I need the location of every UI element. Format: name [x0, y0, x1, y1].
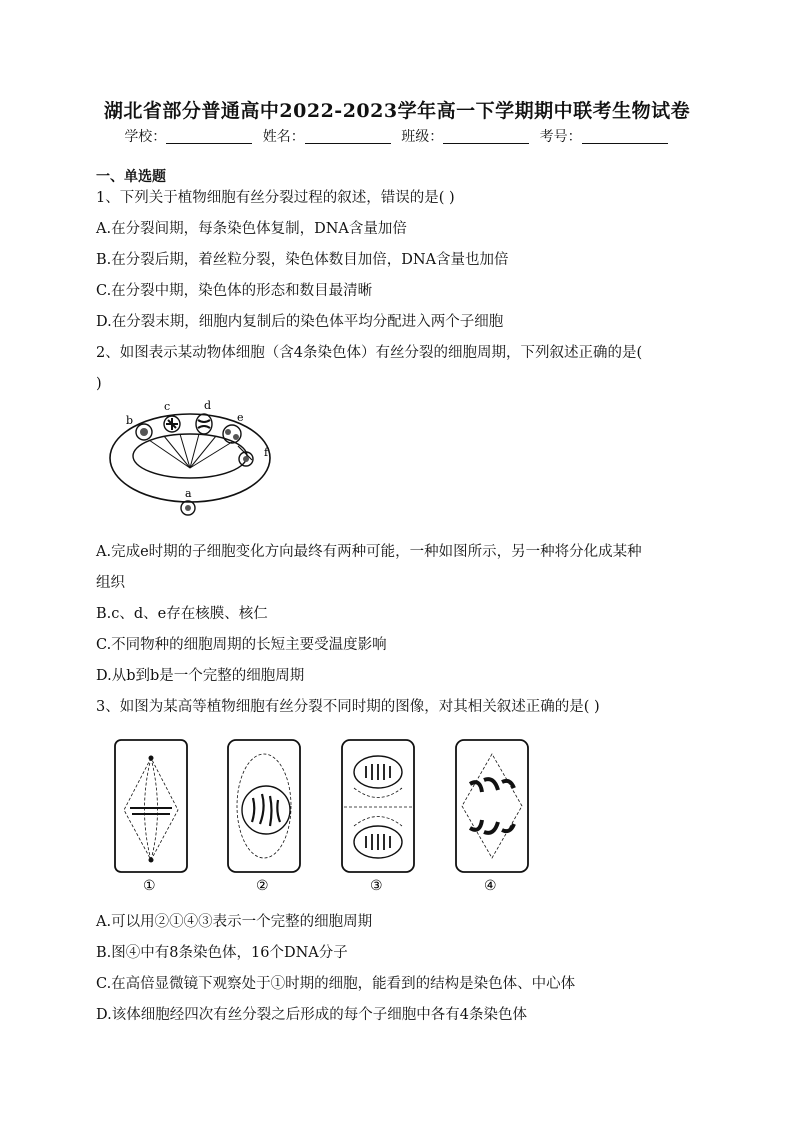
- section-heading: 一、单选题: [96, 169, 166, 185]
- q3-option-b: B.图④中有8条染色体，16个DNA分子: [96, 945, 348, 961]
- q2-stem-cont: ): [96, 376, 102, 392]
- cell-stage-3: [342, 740, 414, 872]
- cell-e: [223, 425, 241, 443]
- cell-d: [196, 414, 212, 434]
- label-d: d: [204, 399, 212, 412]
- q1-option-d: D.在分裂末期，细胞内复制后的染色体平均分配进入两个子细胞: [96, 314, 504, 330]
- q1-option-b: B.在分裂后期，着丝粒分裂，染色体数目加倍，DNA含量也加倍: [96, 252, 509, 268]
- student-info-row: [0, 126, 794, 146]
- school-blank[interactable]: [166, 129, 252, 144]
- stage-label-1: ①: [143, 878, 156, 894]
- label-b: b: [126, 414, 134, 427]
- class-blank[interactable]: [443, 129, 529, 144]
- q2-option-c: C.不同物种的细胞周期的长短主要受温度影响: [96, 637, 387, 653]
- name-label: 姓名：: [262, 129, 305, 145]
- cell-stage-4: [456, 740, 528, 872]
- cell-cycle-figure: [104, 398, 284, 520]
- label-e: e: [237, 411, 244, 424]
- label-f: f: [264, 446, 269, 459]
- q3-option-d: D.该体细胞经四次有丝分裂之后形成的每个子细胞中各有4条染色体: [96, 1007, 527, 1023]
- q1-stem: 1、下列关于植物细胞有丝分裂过程的叙述，错误的是( ): [96, 190, 455, 206]
- exam-no-blank[interactable]: [582, 129, 668, 144]
- class-label: 班级：: [401, 129, 444, 145]
- stage-label-2: ②: [256, 878, 269, 894]
- mitosis-stages-figure: [110, 736, 530, 894]
- label-a: a: [185, 487, 192, 500]
- label-c: c: [164, 400, 171, 413]
- cell-stage-2: [228, 740, 300, 872]
- q2-stem: 2、如图表示某动物体细胞（含4条染色体）有丝分裂的细胞周期，下列叙述正确的是(: [96, 345, 643, 361]
- exam-no-label: 考号：: [539, 129, 582, 145]
- q1-option-c: C.在分裂中期，染色体的形态和数目最清晰: [96, 283, 373, 299]
- q3-option-c: C.在高倍显微镜下观察处于①时期的细胞，能看到的结构是染色体、中心体: [96, 976, 576, 992]
- school-label: 学校：: [124, 129, 167, 145]
- q3-stem: 3、如图为某高等植物细胞有丝分裂不同时期的图像，对其相关叙述正确的是( ): [96, 699, 600, 715]
- q2-option-a: A.完成e时期的子细胞变化方向最终有两种可能，一种如图所示，另一种将分化成某种: [96, 544, 642, 560]
- q2-option-a-cont: 组织: [96, 575, 125, 591]
- q2-option-b: B.c、d、e存在核膜、核仁: [96, 606, 268, 622]
- q2-option-d: D.从b到b是一个完整的细胞周期: [96, 668, 305, 684]
- document-title: 湖北省部分普通高中2022-2023学年高一下学期期中联考生物试卷: [103, 100, 691, 122]
- cell-stage-1: [115, 740, 187, 872]
- q1-option-a: A.在分裂间期，每条染色体复制，DNA含量加倍: [96, 221, 407, 237]
- q3-option-a: A.可以用②①④③表示一个完整的细胞周期: [96, 914, 373, 930]
- stage-label-3: ③: [370, 878, 383, 894]
- name-blank[interactable]: [305, 129, 391, 144]
- stage-label-4: ④: [484, 878, 497, 894]
